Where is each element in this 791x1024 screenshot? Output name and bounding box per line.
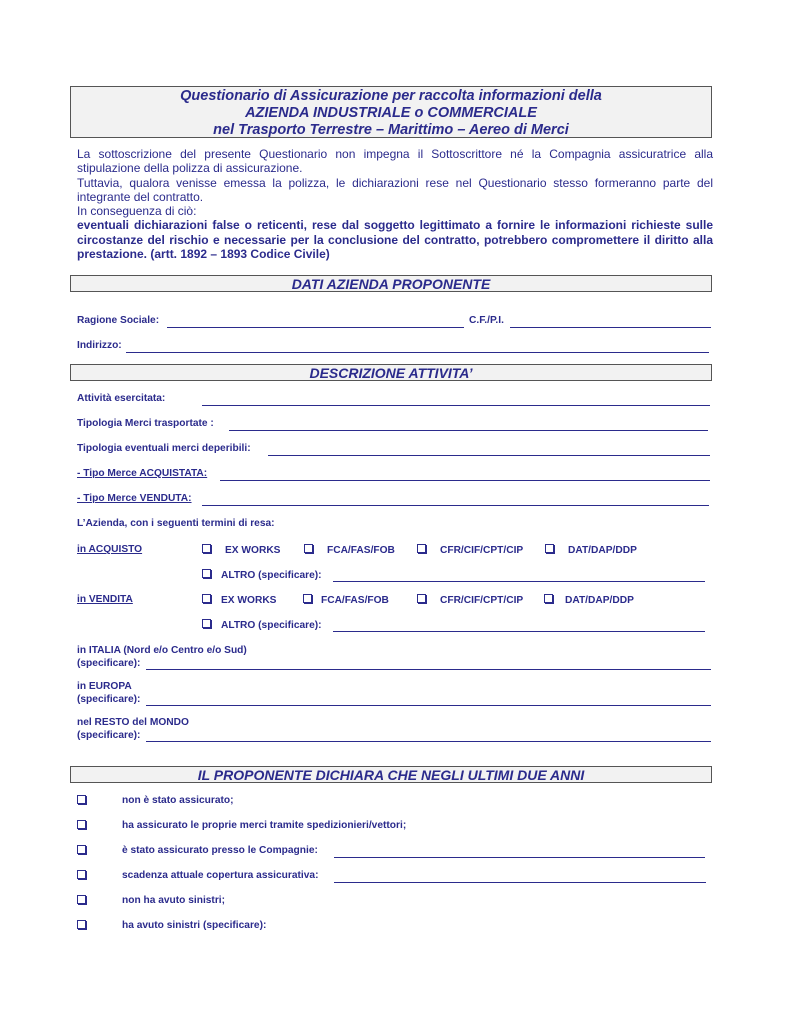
compagnie-field[interactable] [334, 857, 705, 858]
acquisto-exworks-checkbox[interactable]: EX WORKS [202, 544, 280, 556]
vendita-exworks-checkbox[interactable]: EX WORKS [202, 594, 276, 606]
merce-acquistata-label: - Tipo Merce ACQUISTATA: [77, 468, 208, 479]
merci-deperibili-field[interactable] [268, 455, 710, 456]
indirizzo-field[interactable] [126, 352, 709, 353]
acquisto-cfr-checkbox[interactable]: CFR/CIF/CPT/CIP [417, 544, 523, 556]
section-proponente-dichiara: IL PROPONENTE DICHIARA CHE NEGLI ULTIMI DUE ANNI [70, 766, 712, 783]
checkbox-icon [202, 594, 211, 603]
checkbox-icon [77, 920, 86, 929]
checkbox-icon [77, 870, 86, 879]
form-title-line-2: AZIENDA INDUSTRIALE o COMMERCIALE [245, 105, 537, 121]
acquisto-altro-checkbox[interactable]: ALTRO (specificare): [202, 569, 322, 581]
checkbox-icon [545, 544, 554, 553]
checkbox-icon [303, 594, 312, 603]
checkbox-icon [544, 594, 553, 603]
intro-warning: eventuali dichiarazioni false o reticenti, rese dal soggetto legittimato a fornire le informazioni richieste sulle circostanze del rischio e necessarie per la conclusione del contratto, potrebbero compromettere il diritto alla prestazione. (artt. 1892 – 1893 Codice Civile) [77, 218, 713, 262]
mondo-specificare-label: (specificare): [77, 730, 141, 741]
checkbox-icon [77, 845, 86, 854]
vendita-altro-checkbox[interactable]: ALTRO (specificare): [202, 619, 322, 631]
cf-pi-field[interactable] [510, 327, 711, 328]
dichiara-option-3[interactable]: è stato assicurato presso le Compagnie: [77, 845, 86, 857]
europa-field[interactable] [146, 705, 711, 706]
intro-text [77, 147, 713, 261]
checkbox-icon [77, 795, 86, 804]
acquisto-altro-field[interactable] [333, 581, 705, 582]
attivita-label: Attività esercitata: [77, 393, 166, 404]
italia-label: in ITALIA (Nord e/o Centro e/o Sud) [77, 645, 247, 656]
indirizzo-label: Indirizzo: [77, 340, 122, 351]
section-descrizione-attivita: DESCRIZIONE ATTIVITA’ [70, 364, 712, 381]
intro-paragraph-2: Tuttavia, qualora venisse emessa la polizza, le dichiarazioni rese nel Questionario stesso formeranno parte del integrante del contratto. [77, 175, 713, 204]
checkbox-icon [417, 544, 426, 553]
checkbox-icon [77, 895, 86, 904]
dichiara-option-1[interactable]: non è stato assicurato; [77, 795, 86, 807]
merce-acquistata-field[interactable] [220, 480, 710, 481]
form-title-box [70, 86, 712, 138]
vendita-label: in VENDITA [77, 594, 133, 605]
europa-specificare-label: (specificare): [77, 694, 141, 705]
cf-pi-label: C.F./P.I. [469, 315, 504, 326]
attivita-field[interactable] [202, 405, 710, 406]
merci-deperibili-label: Tipologia eventuali merci deperibili: [77, 443, 251, 454]
europa-label: in EUROPA [77, 681, 132, 692]
intro-paragraph-1: La sottoscrizione del presente Questionario non impegna il Sottoscrittore né la Compagnia assicuratrice alla stipulazione della polizza di assicurazione. [77, 147, 713, 176]
ragione-sociale-label: Ragione Sociale: [77, 315, 160, 326]
dichiara-option-5[interactable]: non ha avuto sinistri; [77, 895, 86, 907]
vendita-fca-checkbox[interactable]: FCA/FAS/FOB [303, 594, 389, 606]
merce-venduta-label: - Tipo Merce VENDUTA: [77, 493, 192, 504]
ragione-sociale-field[interactable] [167, 327, 464, 328]
merce-venduta-field[interactable] [202, 505, 709, 506]
section-dati-azienda: DATI AZIENDA PROPONENTE [70, 275, 712, 292]
acquisto-fca-checkbox[interactable]: FCA/FAS/FOB [304, 544, 395, 556]
termini-resa-label: L’Azienda, con i seguenti termini di resa: [77, 518, 275, 529]
dichiara-option-2[interactable]: ha assicurato le proprie merci tramite spedizionieri/vettori; [77, 820, 86, 832]
acquisto-label: in ACQUISTO [77, 544, 143, 555]
mondo-field[interactable] [146, 741, 711, 742]
checkbox-icon [417, 594, 426, 603]
intro-paragraph-3: In conseguenza di ciò: [77, 204, 197, 219]
tipologia-merci-field[interactable] [229, 430, 708, 431]
checkbox-icon [77, 820, 86, 829]
form-title-line-3: nel Trasporto Terrestre – Marittimo – Aereo di Merci [213, 122, 569, 138]
vendita-altro-field[interactable] [333, 631, 705, 632]
checkbox-icon [202, 619, 211, 628]
form-title-line-1: Questionario di Assicurazione per raccolta informazioni della [180, 88, 602, 104]
dichiara-option-4[interactable]: scadenza attuale copertura assicurativa: [77, 870, 86, 882]
checkbox-icon [202, 544, 211, 553]
scadenza-field[interactable] [334, 882, 706, 883]
acquisto-dat-checkbox[interactable]: DAT/DAP/DDP [545, 544, 637, 556]
dichiara-option-6[interactable]: ha avuto sinistri (specificare): [77, 920, 86, 932]
mondo-label: nel RESTO del MONDO [77, 717, 189, 728]
tipologia-merci-label: Tipologia Merci trasportate : [77, 418, 214, 429]
checkbox-icon [304, 544, 313, 553]
italia-field[interactable] [146, 669, 711, 670]
checkbox-icon [202, 569, 211, 578]
vendita-cfr-checkbox[interactable]: CFR/CIF/CPT/CIP [417, 594, 523, 606]
italia-specificare-label: (specificare): [77, 658, 141, 669]
vendita-dat-checkbox[interactable]: DAT/DAP/DDP [544, 594, 634, 606]
